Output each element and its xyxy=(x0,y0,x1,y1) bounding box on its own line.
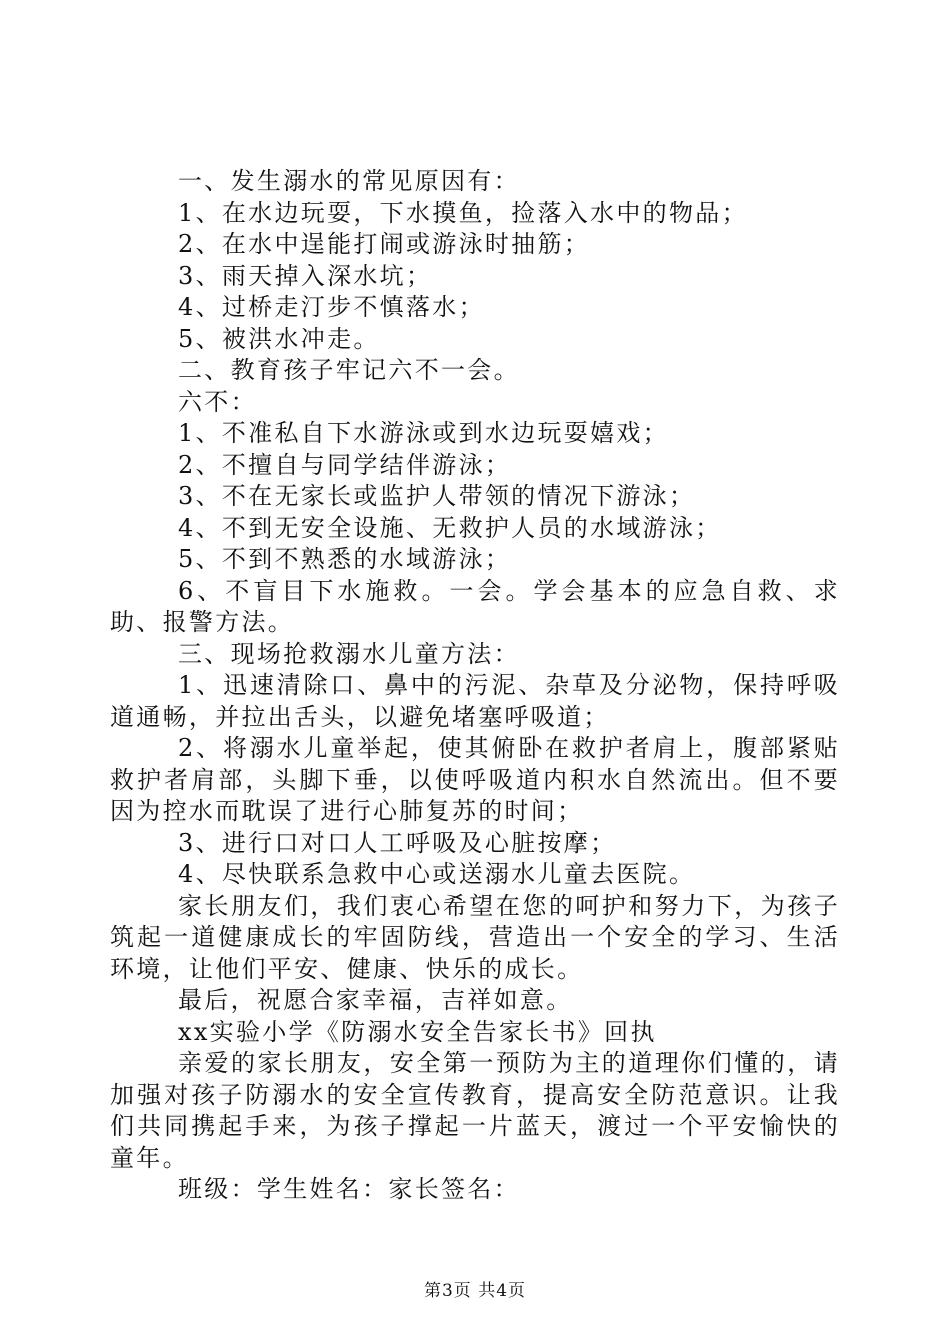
list-item: 2、将溺水儿童举起，使其俯卧在救护者肩上，腹部紧贴救护者肩部，头脚下垂，以使呼吸道内积水自然流出。但不要因为控水而耽误了进行心肺复苏的时间； xyxy=(110,734,840,825)
section-heading-rescue: 三、现场抢救溺水儿童方法： xyxy=(178,639,520,668)
list-item: 2、不擅自与同学结伴游泳； xyxy=(178,450,512,479)
section-heading-education: 二、教育孩子牢记六不一会。 xyxy=(178,356,520,384)
list-item: 6、不盲目下水施救。一会。学会基本的应急自救、求助、报警方法。 xyxy=(110,576,840,636)
receipt-title: xx实验小学《防溺水安全告家长书》回执 xyxy=(178,1017,657,1046)
section-heading-causes: 一、发生溺水的常见原因有： xyxy=(178,167,520,195)
closing-paragraph: 家长朋友们，我们衷心希望在您的呵护和努力下，为孩子筑起一道健康成长的牢固防线，营造出一个安全的学习、生活环境，让他们平安、健康、快乐的成长。 xyxy=(110,891,840,983)
receipt-body: 亲爱的家长朋友，安全第一预防为主的道理你们懂的，请加强对孩子防溺水的安全宣传教育，提高安全防范意识。让我们共同携起手来，为孩子撑起一片蓝天，渡过一个平安愉快的童年。 xyxy=(110,1049,840,1172)
signature-fields: 班级：学生姓名：家长签名： xyxy=(178,1175,520,1203)
list-item: 5、被洪水冲走。 xyxy=(178,324,380,353)
list-item: 4、不到无安全设施、无救护人员的水域游泳； xyxy=(178,513,722,542)
list-item: 4、尽快联系急救中心或送溺水儿童去医院。 xyxy=(178,860,696,888)
list-item: 3、进行口对口人工呼吸及心脏按摩； xyxy=(178,828,617,857)
subheading-six-nots: 六不： xyxy=(178,387,257,416)
list-item: 4、过桥走汀步不慎落水； xyxy=(178,293,485,321)
list-item: 3、不在无家长或监护人带领的情况下游泳； xyxy=(178,482,696,510)
list-item: 3、雨天掉入深水坑； xyxy=(178,261,433,290)
document-body xyxy=(110,166,840,1206)
page-number: 第3页 共4页 xyxy=(423,1281,527,1301)
list-item: 1、在水边玩耍，下水摸鱼，捡落入水中的物品； xyxy=(178,198,748,227)
list-item: 5、不到不熟悉的水域游泳； xyxy=(178,545,512,573)
closing-wishes: 最后，祝愿合家幸福，吉祥如意。 xyxy=(178,986,573,1014)
list-item: 2、在水中逞能打闹或游泳时抽筋； xyxy=(178,230,591,258)
list-item: 1、不准私自下水游泳或到水边玩耍嬉戏； xyxy=(178,419,669,447)
list-item: 1、迅速清除口、鼻中的污泥、杂草及分泌物，保持呼吸道通畅，并拉出舌头，以避免堵塞呼吸道； xyxy=(110,671,840,731)
